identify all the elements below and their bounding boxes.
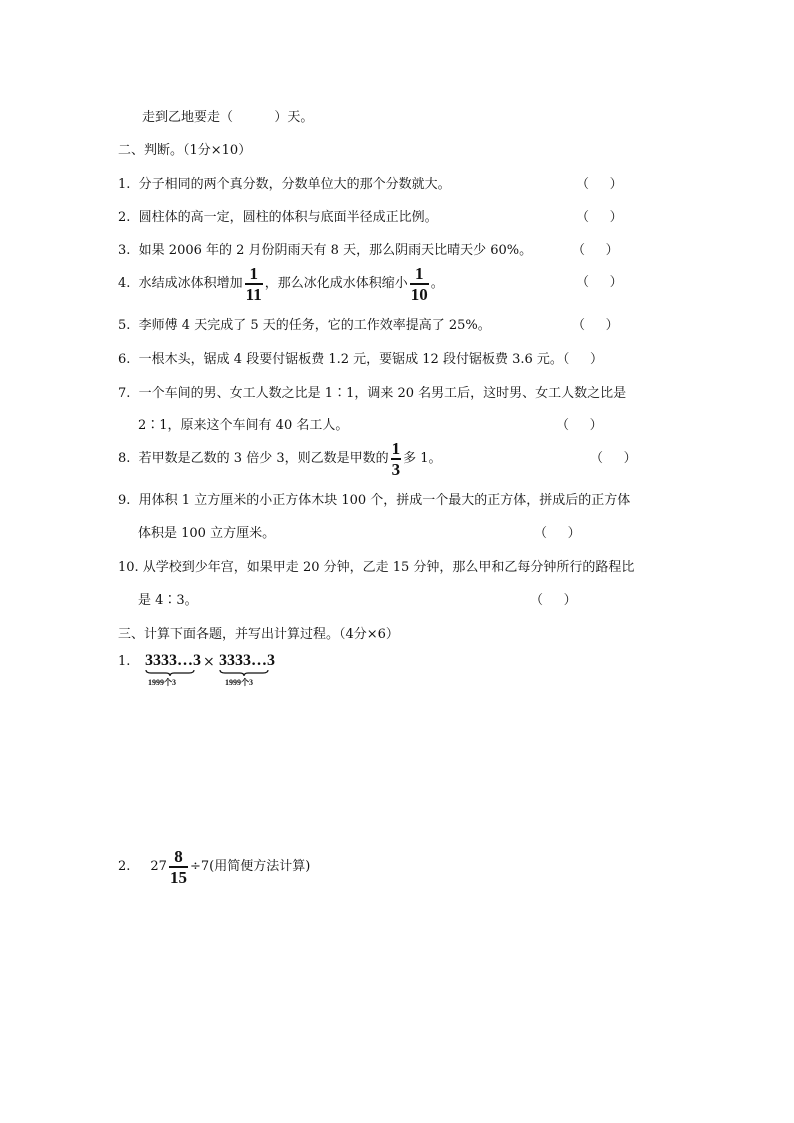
question-4-part-c: 。	[430, 276, 444, 291]
question-4-part-b: ，那么冰化成水体积缩小	[264, 276, 408, 291]
fraction-1-3	[391, 440, 402, 478]
denominator: 3	[391, 460, 401, 479]
question-5: 5. 李师傅 4 天完成了 5 天的任务，它的工作效率提高了 25%。	[118, 318, 491, 333]
section-2-title: 二、判断。（1分×10）	[118, 143, 252, 158]
question-10-line-2: 是 4∶3。	[138, 593, 198, 608]
answer-paren-3[interactable]: （ ）	[572, 243, 619, 258]
answer-paren-2[interactable]: （ ）	[576, 210, 623, 225]
question-1: 1. 分子相同的两个真分数，分数单位大的那个分数就大。	[118, 177, 451, 192]
digit-count-label: 1999个3	[148, 678, 176, 687]
times-sign: ×	[203, 654, 215, 670]
question-8-part-b: 多 1。	[403, 451, 442, 466]
calc-2-number: 2.	[118, 859, 131, 874]
question-7-line-1: 7. 一个车间的男、女工人数之比是 1∶1，调来 20 名男工后，这时男、女工人数之比是	[118, 386, 627, 401]
answer-paren-1[interactable]: （ ）	[576, 177, 623, 192]
calc-1-term-a	[145, 652, 201, 687]
line-fill-in-end: 走到乙地要走（ ）天。	[142, 110, 314, 125]
denominator: 10	[410, 285, 428, 304]
question-2: 2. 圆柱体的高一定，圆柱的体积与底面半径成正比例。	[118, 210, 438, 225]
calc-2-whole: 27	[150, 859, 167, 874]
calc-2	[118, 847, 310, 887]
question-6: 6. 一根木头，锯成 4 段要付锯板费 1.2 元，要锯成 12 段付锯板费 3.6 元。（ ）	[118, 352, 604, 367]
numerator: 1	[391, 439, 401, 458]
question-9-line-2: 体积是 100 立方厘米。	[138, 526, 276, 541]
question-10-line-1: 10. 从学校到少年宫，如果甲走 20 分钟，乙走 15 分钟，那么甲和乙每分钟所行的路程比	[118, 560, 635, 575]
calc-1-term-b	[219, 652, 275, 687]
question-8	[118, 439, 442, 479]
answer-paren-9[interactable]: （ ）	[534, 526, 581, 541]
numerator: 8	[174, 847, 183, 866]
question-8-part-a: 8. 若甲数是乙数的 3 倍少 3，则乙数是甲数的	[118, 451, 389, 466]
answer-paren-4[interactable]: （ ）	[576, 275, 623, 290]
denominator: 15	[169, 868, 187, 887]
underbrace-icon	[145, 669, 195, 677]
question-7-line-2: 2∶1，原来这个车间有 40 名工人。	[138, 418, 349, 433]
answer-paren-10[interactable]: （ ）	[530, 593, 577, 608]
question-4	[118, 264, 444, 304]
question-4-part-a: 4. 水结成冰体积增加	[118, 276, 243, 291]
answer-paren-8[interactable]: （ ）	[590, 451, 637, 466]
question-9-line-1: 9. 用体积 1 立方厘米的小正方体木块 100 个，拼成一个最大的正方体，拼成后的正方体	[118, 493, 631, 508]
calc-1-number: 1.	[118, 654, 131, 669]
answer-paren-7[interactable]: （ ）	[556, 418, 603, 433]
fraction-8-15	[169, 848, 188, 886]
fraction-1-10	[410, 265, 429, 303]
numerator: 1	[415, 264, 424, 283]
fraction-1-11	[245, 265, 263, 303]
digit-count-label: 1999个3	[225, 678, 253, 687]
repeating-number: 3333…3	[145, 652, 201, 669]
numerator: 1	[249, 264, 258, 283]
underbrace-icon	[219, 669, 269, 677]
answer-paren-5[interactable]: （ ）	[572, 318, 619, 333]
question-3: 3. 如果 2006 年的 2 月份阴雨天有 8 天，那么阴雨天比晴天少 60%。	[118, 243, 533, 258]
calc-2-rest: ÷7(用简便方法计算)	[189, 859, 311, 874]
section-3-title: 三、计算下面各题，并写出计算过程。（4分×6）	[118, 627, 399, 642]
denominator: 11	[245, 285, 262, 304]
repeating-number: 3333…3	[219, 652, 275, 669]
